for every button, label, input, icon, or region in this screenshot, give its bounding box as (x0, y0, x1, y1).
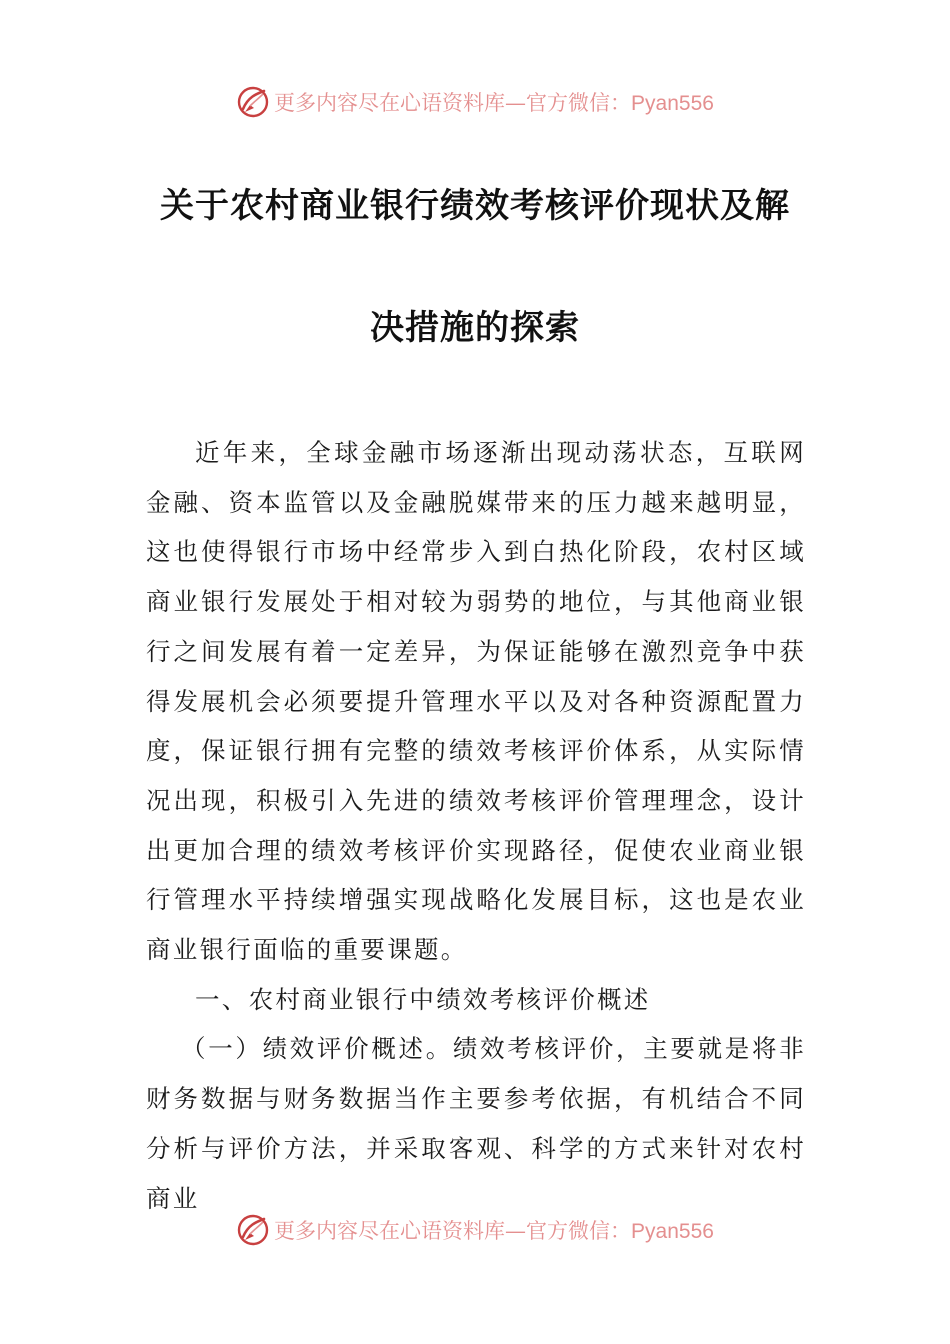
document-title-line-1: 关于农村商业银行绩效考核评价现状及解 (160, 186, 790, 226)
document-title-line-2: 决措施的探索 (370, 308, 580, 348)
pen-logo-icon (236, 85, 270, 119)
watermark-text: 更多内容尽在心语资料库—官方微信：Pyan556 (274, 1219, 714, 1243)
pen-logo-icon (236, 1213, 270, 1247)
watermark-text: 更多内容尽在心语资料库—官方微信：Pyan556 (274, 91, 714, 115)
document-body (146, 428, 806, 1223)
paragraph-subsection-1: （一）绩效评价概述。绩效考核评价，主要就是将非财务数据与财务数据当作主要参考依据，有机结合不同分析与评价方法，并采取客观、科学的方式来针对农村商业 (146, 1034, 806, 1213)
watermark-banner-bottom (0, 1210, 950, 1250)
section-heading-1: 一、农村商业银行中绩效考核评价概述 (195, 984, 651, 1014)
watermark-banner-top (0, 82, 950, 122)
paragraph-intro: 近年来，全球金融市场逐渐出现动荡状态，互联网金融、资本监管以及金融脱媒带来的压力越来越明显，这也使得银行市场中经常步入到白热化阶段，农村区域商业银行发展处于相对较为弱势的地位，与其他商业银行之间发展有着一定差异，为保证能够在激烈竞争中获得发展机会必须要提升管理水平以及对各种资源配置力度，保证银行拥有完整的绩效考核评价体系，从实际情况出现，积极引入先进的绩效考核评价管理理念，设计出更加合理的绩效考核评价实现路径，促使农业商业银行管理水平持续增强实现战略化发展目标，这也是农业商业银行面临的重要课题。 (146, 438, 806, 965)
